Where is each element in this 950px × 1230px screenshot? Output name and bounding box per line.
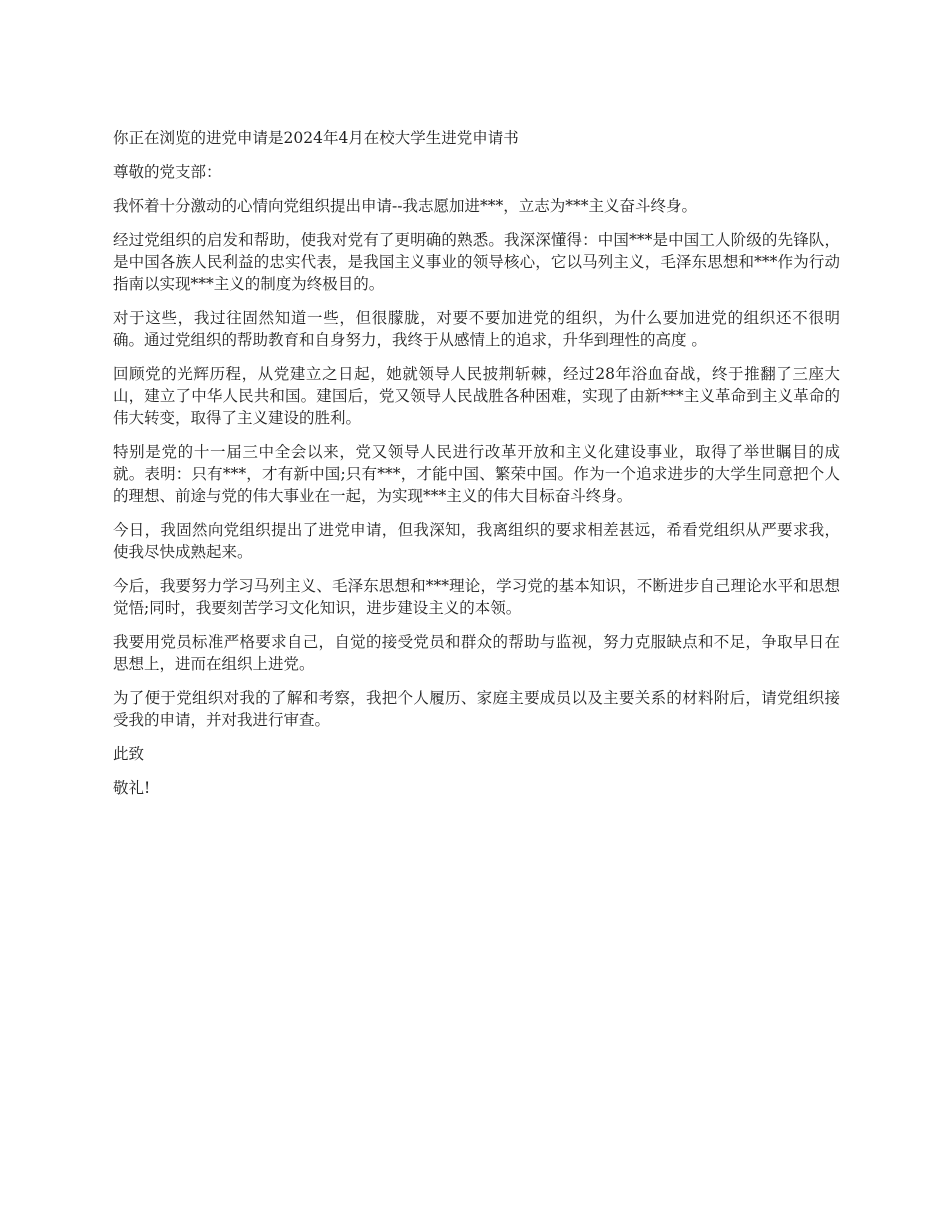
paragraph-1: 我怀着十分激动的心情向党组织提出申请--我志愿加进***，立志为***主义奋斗终身。	[113, 197, 697, 215]
paragraph-2: 经过党组织的启发和帮助，使我对党有了更明确的熟悉。我深深懂得：中国***是中国工人阶级的先锋队，是中国各族人民利益的忠实代表，是我国主义事业的领导核心，它以马列主义，毛泽东思想和***作为行动指南以实现***主义的制度为终极目的。	[113, 231, 840, 293]
paragraph-6: 今日，我固然向党组织提出了进党申请，但我深知，我离组织的要求相差甚远，希看党组织从严要求我，使我尽快成熟起来。	[113, 521, 840, 561]
paragraph-3: 对于这些，我过往固然知道一些，但很朦胧，对要不要加进党的组织，为什么要加进党的组织还不很明确。通过党组织的帮助教育和自身努力，我终于从感情上的追求，升华到理性的高度 。	[113, 309, 840, 349]
paragraph-4: 回顾党的光辉历程，从党建立之日起，她就领导人民披荆斩棘，经过28年浴血奋战，终于推翻了三座大山，建立了中华人民共和国。建国后，党又领导人民战胜各种困难，实现了由新***主义革命到主义革命的伟大转变，取得了主义建设的胜利。	[113, 365, 840, 427]
paragraph-8: 我要用党员标准严格要求自己，自觉的接受党员和群众的帮助与监视，努力克服缺点和不足，争取早日在思想上，进而在组织上进党。	[113, 633, 840, 673]
paragraph-9: 为了便于党组织对我的了解和考察，我把个人履历、家庭主要成员以及主要关系的材料附后，请党组织接受我的申请，并对我进行审查。	[113, 689, 840, 729]
regards: 敬礼!	[113, 779, 151, 797]
document-body	[113, 127, 840, 811]
paragraph-7: 今后，我要努力学习马列主义、毛泽东思想和***理论，学习党的基本知识，不断进步自己理论水平和思想觉悟;同时，我要刻苦学习文化知识，进步建设主义的本领。	[113, 577, 840, 617]
paragraph-5: 特别是党的十一届三中全会以来，党又领导人民进行改革开放和主义化建设事业，取得了举世瞩目的成就。表明：只有***，才有新中国;只有***，才能中国、繁荣中国。作为一个追求进步的大学生同意把个人的理想、前途与党的伟大事业在一起，为实现***主义的伟大目标奋斗终身。	[113, 443, 840, 505]
salutation: 尊敬的党支部：	[113, 163, 222, 181]
document-header: 你正在浏览的进党申请是2024年4月在校大学生进党申请书	[113, 129, 519, 147]
closing: 此致	[113, 745, 145, 763]
